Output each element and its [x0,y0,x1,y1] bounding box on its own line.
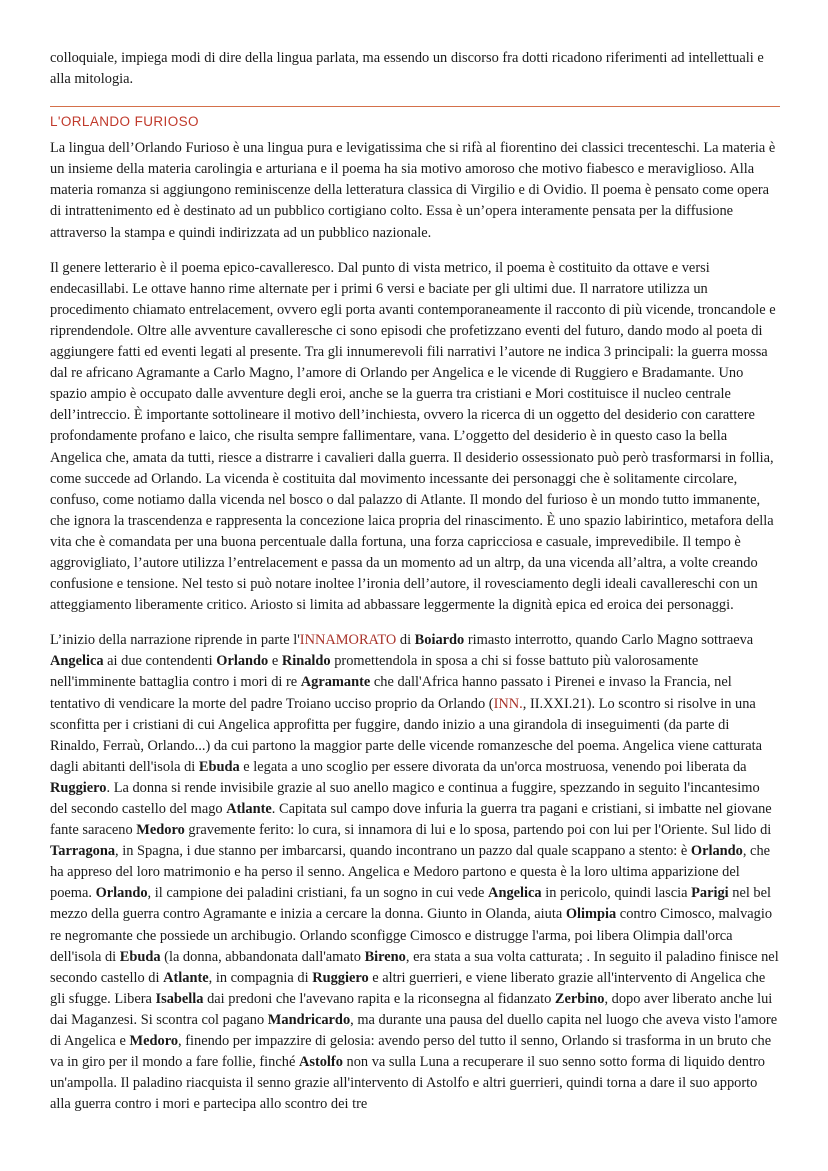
bold-name: Isabella [155,990,204,1007]
bold-name: Medoro [129,1033,179,1050]
bold-name: Angelica [488,885,542,902]
text-run: che dall'Africa hanno passato i Pirenei e invaso la Francia, nel tentativo di vendicare la morte del padre Troiano ucciso proprio da Orlando ( [50,674,732,712]
text-run: , che ha appreso del loro matrimonio e ha perso il senno. Angelica e Medoro partono e questa è la loro ultima apparizione del poema. [50,843,771,902]
text-run: gravemente ferito: lo cura, si innamora di lui e lo sposa, partendo poi con lui per l'Oriente. Sul lido di [184,822,772,839]
intro-paragraph: colloquiale, impiega modi di dire della lingua parlata, ma essendo un discorso fra dotti ricadono riferimenti ad intellettuali e alla mitologia. [50,50,764,88]
text-run: , in compagnia di [208,969,313,986]
text-run: in pericolo, quindi lascia [541,885,692,902]
section-heading: L'ORLANDO FURIOSO [50,114,199,130]
bold-name: Boiardo [414,632,465,649]
text-run: e [268,653,282,670]
bold-name: Orlando [690,843,743,860]
text-run: ai due contendenti [103,653,217,670]
bold-name: Ebuda [119,948,161,965]
bold-name: Zerbino [554,990,605,1007]
bold-name: Astolfo [298,1054,343,1071]
text-run: non va sulla Luna a recuperare il suo senno sotto forma di liquido dentro un'ampolla. Il paladino riacquista il senno grazie all'intervento di Astolfo e altri guerrieri, quindi torna a dare il suo apporto alla guerra contro i mori e partecipa allo scontro dei tre [50,1054,765,1113]
bold-name: Parigi [691,885,729,902]
text-run: e legata a uno scoglio per essere divorata da un'orca mostruosa, venendo poi liberata da [239,758,747,775]
bold-name: Ruggiero [50,779,107,796]
text-run: L’inizio della narrazione riprende in parte l' [50,632,300,649]
bold-name: Ebuda [198,758,240,775]
bold-name: Olimpia [565,906,617,923]
bold-name: Agramante [300,674,371,691]
text-run: dai predoni che l'avevano rapita e la riconsegna al fidanzato [203,990,555,1007]
text-run: contro Cimosco, malvagio re negromante che possiede un archibugio. Orlando sconfigge Cimosco e distrugge l'arma, poi libera Olimpia dall'orca dell'isola di [50,906,773,965]
text-run: nel bel mezzo della guerra contro Agramante e inizia a cercare la donna. Giunto in Olanda, aiuta [50,885,772,923]
text-run: (la donna, abbandonata dall'amato [160,948,365,965]
text-run: , era stata a sua volta catturata; . In seguito il paladino finisce nel secondo castello di [50,948,779,986]
text-run: , II.XXI.21). Lo scontro si risolve in una sconfitta per i cristiani di cui Angelica approfitta per fuggire, dando inizio a una girandola di inseguimenti (da parte di Rinaldo, Ferraù, Orlando...) da cui partono la maggior parte delle vicende romanzesche del poema. Angelica viene catturata dagli abitanti dell'isola di [50,695,763,775]
reference-link: INNAMORATO [299,632,397,649]
bold-name: Rinaldo [281,653,331,670]
bold-name: Medoro [136,822,185,839]
text-run: di [396,632,415,649]
bold-name: Bireno [364,948,406,965]
paragraph-language: La lingua dell’Orlando Furioso è una lingua pura e levigatissima che si rifà al fiorentino dei classici trecenteschi. La materia è un insieme della materia carolingia e arturiana e il poema ha sia motivo amoroso che motivo fiabesco e meraviglioso. Alla materia romanza si aggiungono reminiscenze della letteratura classica di Virgilio e di Ovidio. Il poema è pensato come opera di intrattenimento ed è destinato ad un pubblico cortigiano colto. Essa è un’opera interamente pensata per la diffusione attraverso la stampa e quindi indirizzata ad un pubblico nazionale. [50,140,776,241]
paragraph-genre: Il genere letterario è il poema epico-cavalleresco. Dal punto di vista metrico, il poema è costituito da ottave e versi endecasillabi. Le ottave hanno rime alternate per i primi 6 versi e baciate per gli ultimi due. Il narratore utilizza un procedimento chiamato entrelacement, ovvero egli porta avanti contemporaneamente il racconto di più vicende, troncandole e riprendendole. Oltre alle avventure cavalleresche ci sono episodi che profetizzano eventi del futuro, dando modo al poeta di aggiungere fatti ed eventi legati al presente. Tra gli innumerevoli fili narrativi l’autore ne indica 3 principali: la guerra mossa dal re africano Agramante a Carlo Magno, l’amore di Orlando per Angelica e le vicende di Ruggiero e Bradamante. Uno spazio ampio è occupato dalle avventure degli eroi, anche se la guerra tra cristiani e Mori costituisce il nucleo centrale dell’intreccio. È importante sottolineare il motivo dell’inchiesta, ovvero la ricerca di un oggetto del desiderio con carattere profondamente profano e laico, che risulta sempre fallimentare, vana. L’oggetto del desiderio è in questo caso la bella Angelica che, amata da tutti, riesce a distrarre i cavalieri dalla guerra. Il desiderio ossessionato può però trasformarsi in follia, come succede ad Orlando. La vicenda è costituita dal movimento incessante dei personaggi che è solitamente circolare, confuso, come notiamo dalla vicenda nel bosco o dal palazzo di Atlante. Il mondo del furioso è un mondo tutto immanente, che ignora la trascendenza e rappresenta la concezione laica propria del rinascimento. È uno spazio labirintico, metafora della vita che è comandata per una buona percentuale dalla fortuna, una forza capricciosa e casuale, imprevedibile. Il tempo è aggrovigliato, l’autore utilizza l’entrelacement e passa da un momento ad un altrp, da una vicenda all’altra, a volte creando confusione e tensione. Nel testo si può notare inoltee l’ironia dell’autore, il rovesciamento degli ideali cavallereschi con un atteggiamento liberamente critico. Ariosto si limita ad abbassare leggermente la dignità epica ed eroica dei personaggi. [50,259,776,614]
text-run: , in Spagna, i due stanno per imbarcarsi, quando incontrano un pazzo dal quale scappano a stento: è [115,843,691,860]
bold-name: Orlando [216,653,269,670]
text-run: , finendo per impazzire di gelosia: avendo perso del tutto il senno, Orlando si trasforma in un bruto che va in giro per il mondo a fare follie, finché [50,1033,772,1071]
paragraph-plot [50,630,780,1115]
section-divider [50,106,780,107]
reference-link: INN. [493,695,523,712]
bold-name: Mandricardo [267,1011,351,1028]
text-run: e altri guerrieri, e viene liberato grazie all'intervento di Angelica che gli sfugge. Libera [50,969,766,1007]
text-run: , dopo aver liberato anche lui dai Maganzesi. Si scontra col pagano [50,990,773,1028]
document-page [50,48,780,1129]
text-run: . La donna si rende invisibile grazie al suo anello magico e continua a fuggire, spezzando in seguito l'incantesimo del secondo castello del mago [50,779,760,817]
text-run: , ma durante una pausa del duello capita nel luogo che aveva visto l'amore di Angelica e [50,1011,778,1050]
text-run: . Capitata sul campo dove infuria la guerra tra pagani e cristiani, si imbatte nel giovane fante saraceno [50,801,772,839]
text-run: , il campione dei paladini cristiani, fa un sogno in cui vede [147,885,489,902]
text-run: rimasto interrotto, quando Carlo Magno sottraeva [464,632,754,649]
bold-name: Angelica [50,653,104,670]
bold-name: Atlante [226,801,272,817]
bold-name: Orlando [95,885,148,902]
bold-name: Ruggiero [312,969,369,986]
bold-name: Atlante [163,969,209,986]
bold-name: Tarragona [50,843,116,860]
text-run: promettendola in sposa a chi si fosse battuto più valorosamente nell'imminente battaglia contro i mori di re [50,653,699,691]
